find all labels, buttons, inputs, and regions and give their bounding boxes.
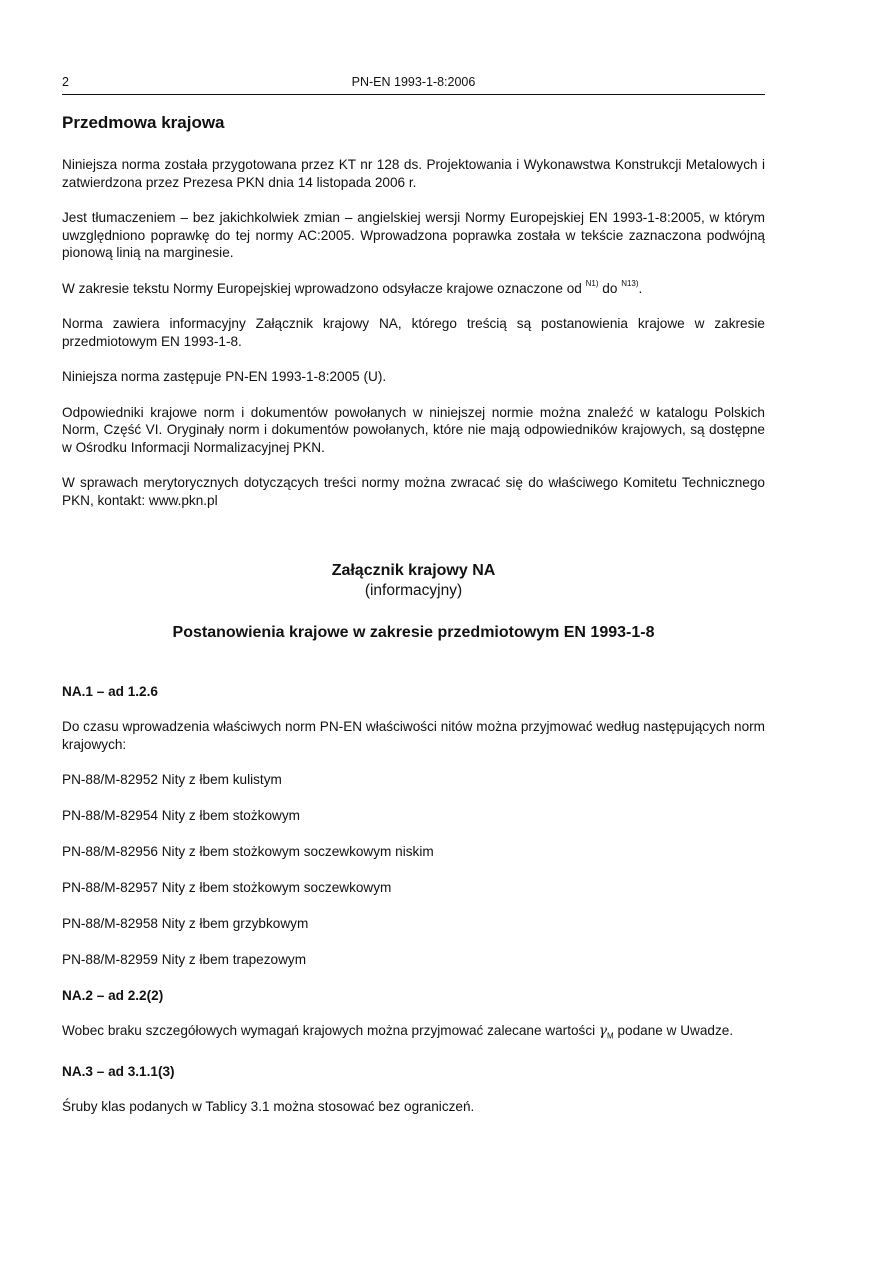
na2-text-before: Wobec braku szczegółowych wymagań krajowych można przyjmować zalecane wartości xyxy=(62,1023,599,1038)
standard-id: PN-EN 1993-1-8:2006 xyxy=(351,75,476,89)
standard-list-item: PN-88/M-82959 Nity z łbem trapezowym xyxy=(62,952,307,967)
section-na3-text: Śruby klas podanych w Tablicy 3.1 można stosować bez ograniczeń. xyxy=(62,1099,475,1115)
section-na1-title: NA.1 – ad 1.2.6 xyxy=(62,684,158,699)
page-number: 2 xyxy=(62,75,69,89)
annex-title-block xyxy=(62,561,765,601)
gamma-symbol xyxy=(599,1023,614,1039)
preface-paragraph: Niniejsza norma została przygotowana przez KT nr 128 ds. Projektowania i Wykonawstwa Konstrukcji Metalowych i zatwierdzona przez Prezesa PKN dnia 14 listopada 2006 r. xyxy=(62,157,765,190)
na2-text-after: podane w Uwadze. xyxy=(613,1023,734,1038)
page-header xyxy=(62,75,765,95)
section-na1-text: Do czasu wprowadzenia właściwych norm PN-EN właściwości nitów można przyjmować według następujących norm krajowych: xyxy=(62,719,765,752)
gamma-subscript: M xyxy=(607,1031,614,1041)
annex-title: Załącznik krajowy NA xyxy=(331,562,496,579)
preface-paragraph: Odpowiedniki krajowe norm i dokumentów powołanych w niniejszej normie można znaleźć w katalogu Polskich Norm, Część VI. Oryginały norm i dokumentów powołanych, które nie mają odpowiedników krajowych, są dostępne w Ośrodku Informacji Normalizacyjnej PKN. xyxy=(62,404,765,455)
annex-subtitle: (informacyjny) xyxy=(364,582,463,599)
footnote-text-before: W zakresie tekstu Normy Europejskiej wprowadzono odsyłacze krajowe oznaczone od xyxy=(62,280,586,296)
standard-list-item: PN-88/M-82957 Nity z łbem stożkowym soczewkowym xyxy=(62,880,392,895)
page-content xyxy=(62,112,765,1134)
annex-heading: Postanowienia krajowe w zakresie przedmiotowym EN 1993-1-8 xyxy=(172,624,655,641)
section-na2-text xyxy=(62,1022,765,1045)
preface-paragraph: Norma zawiera informacyjny Załącznik krajowy NA, którego treścią są postanowienia krajowe w zakresie przedmiotowym EN 1993-1-8. xyxy=(62,316,765,349)
footnote-ref-first: N1) xyxy=(585,278,599,288)
footnote-text-after: . xyxy=(638,280,643,296)
section-na3-title: NA.3 – ad 3.1.1(3) xyxy=(62,1064,175,1080)
footnote-paragraph xyxy=(62,280,765,298)
standard-list-item: PN-88/M-82952 Nity z łbem kulistym xyxy=(62,772,282,787)
standard-list-item: PN-88/M-82956 Nity z łbem stożkowym soczewkowym niskim xyxy=(62,844,434,859)
preface-paragraph: W sprawach merytorycznych dotyczących treści normy można zwracać się do właściwego Komitetu Technicznego PKN, kontakt: www.pkn.pl xyxy=(62,475,765,508)
standard-list-item: PN-88/M-82958 Nity z łbem grzybkowym xyxy=(62,916,309,931)
footnote-text-mid: do xyxy=(598,280,622,296)
preface-paragraph: Jest tłumaczeniem – bez jakichkolwiek zmian – angielskiej wersji Normy Europejskiej EN 1993-1-8:2005, w którym uwzględniono poprawkę do tej normy AC:2005. Wprowadzona poprawka została w tekście zaznaczona podwójną pionową linią na marginesie. xyxy=(62,210,765,260)
gamma-letter: γ xyxy=(598,1023,608,1039)
preface-title: Przedmowa krajowa xyxy=(62,113,225,132)
preface-paragraph: Niniejsza norma zastępuje PN-EN 1993-1-8:2005 (U). xyxy=(62,369,387,384)
footnote-ref-last: N13) xyxy=(621,278,639,288)
standard-list-item: PN-88/M-82954 Nity z łbem stożkowym xyxy=(62,808,300,823)
section-na2-title: NA.2 – ad 2.2(2) xyxy=(62,988,164,1003)
